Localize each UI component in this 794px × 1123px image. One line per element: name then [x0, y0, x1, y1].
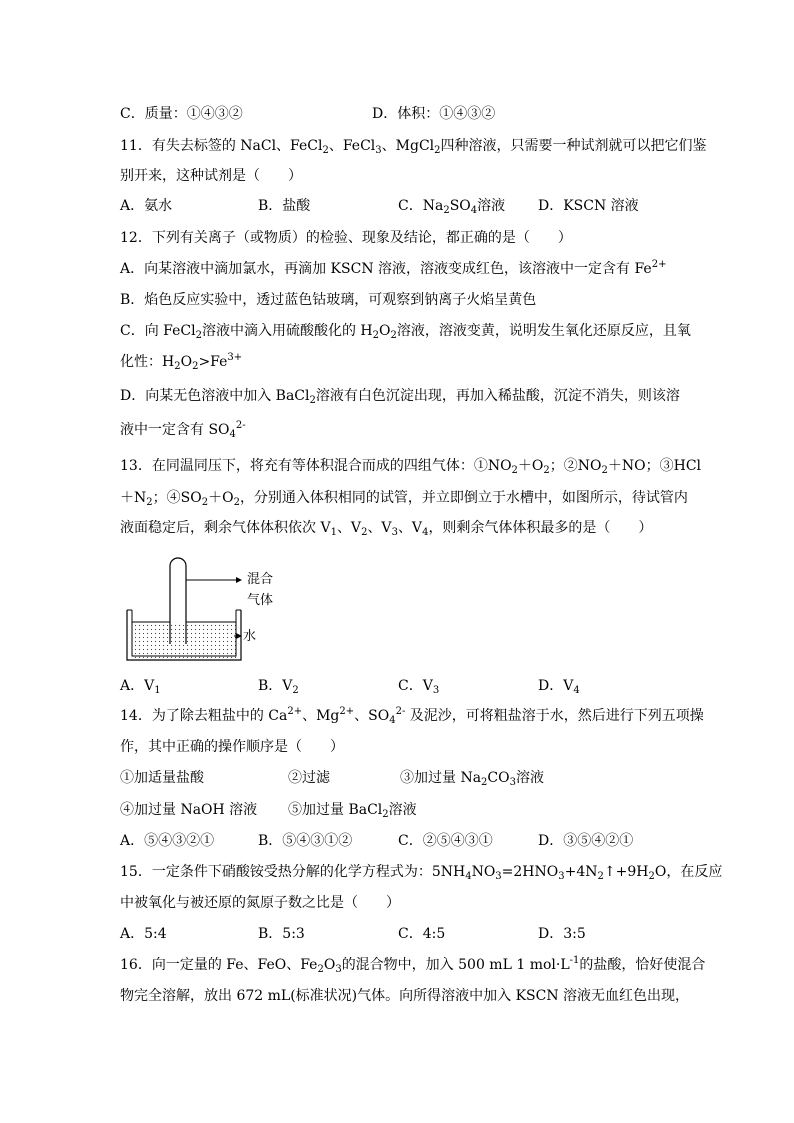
q14-option-d: D．③⑤④②①: [538, 833, 634, 849]
q12-option-c-line2: 化性：$H_2O_2>Fe^{3+}$: [120, 352, 243, 372]
q16-stem-line1: 16．向一定量的 Fe、FeO、$Fe_2O_3$的混合物中，加入 500 mL 1 $mol\cdot L^{-1}$的盐酸，恰好使混合: [120, 955, 706, 975]
q12-option-d-line1: D．向某无色溶液中加入 BaCl$_2$溶液有白色沉淀出现，再加入稀盐酸，沉淀不消失，则该溶: [120, 388, 680, 406]
q15-option-c: C．4:5: [398, 926, 446, 942]
q14-step-2: ②过滤: [288, 770, 330, 786]
q11-stem-line2: 别开来，这种试剂是（ ）: [120, 168, 302, 184]
q11-stem-line1: 11．有失去标签的 NaCl、FeCl$_2$、FeCl$_3$、MgCl$_2$四种溶液，只需要一种试剂就可以把它们鉴: [120, 138, 707, 156]
q14-option-b: B．⑤④③①②: [258, 833, 353, 849]
q14-stem-line2: 作，其中正确的操作顺序是（ ）: [120, 739, 344, 755]
q13-stem-line1: 13．在同温同压下，将充有等体积混合而成的四组气体：$①NO_2+O_2$；$②NO_2+NO$；③HCl: [120, 458, 702, 476]
q14-option-a: A．⑤④③②①: [120, 833, 215, 849]
q15-option-b: B．5:3: [258, 926, 305, 942]
q15-option-d: D．3:5: [538, 926, 586, 942]
q13-stem-line2: $+N_2$；$④SO_2+O_2$，分别通入体积相同的试管，并立即倒立于水槽中，如图所示，待试管内: [120, 490, 688, 508]
q15-stem-line1: 15．一定条件下硝酸铵受热分解的化学方程式为：$5NH_4NO_3=2HNO_3+4N_2↑+9H_2O$，在反应: [120, 864, 723, 882]
q13-option-a: A．$V_1$: [120, 678, 161, 696]
label-mixed-gas-2: 气体: [247, 593, 274, 608]
label-water: 水: [243, 629, 257, 644]
q11-option-d: D．KSCN 溶液: [538, 198, 639, 214]
q12-option-a: A．向某溶液中滴加氯水，再滴加 KSCN 溶液，溶液变成红色，该溶液中一定含有 $Fe^{2+}$: [120, 259, 667, 277]
q10-option-d: D．体积：①④③②: [372, 106, 496, 122]
q12-option-b: B．焰色反应实验中，透过蓝色钴玻璃，可观察到钠离子火焰呈黄色: [120, 292, 537, 308]
q10-option-c: C．质量：①④③②: [120, 106, 243, 122]
q14-step-3: ③加过量 $Na_2CO_3$溶液: [400, 770, 544, 788]
q11-option-a: A．氨水: [120, 198, 173, 214]
q13-option-d: D．$V_4$: [538, 678, 580, 696]
q11-option-b: B．盐酸: [258, 198, 311, 214]
q12-option-c-line1: C．向 FeCl$_2$溶液中滴入用硫酸酸化的 $H_2O_2$溶液，溶液变黄，说明发生氧化还原反应，且氧: [120, 323, 691, 341]
q14-option-c: C．②⑤④③①: [398, 833, 493, 849]
q12-option-d-line2: 液中一定含有 $SO_4^{2-}$: [120, 420, 246, 440]
q11-option-c: C．$Na_2SO_4$溶液: [398, 198, 506, 216]
q13-stem-line3: 液面稳定后，剩余气体体积依次 $V_1$、$V_2$、$V_3$、$V_4$，则剩余气体体积最多的是（ ）: [120, 520, 653, 538]
q14-step-4: ④加过量 NaOH 溶液: [120, 802, 258, 818]
q16-stem-line2: 物完全溶解，放出 672 mL(标准状况)气体。向所得溶液中加入 KSCN 溶液无血红色出现，: [120, 988, 690, 1004]
q15-option-a: A．5:4: [120, 926, 167, 942]
q14-step-1: ①加适量盐酸: [120, 770, 204, 786]
q14-stem-line1: 14．为了除去粗盐中的 $Ca^{2+}$、$Mg^{2+}$、$SO_4^{2-}$ 及泥沙，可将粗盐溶于水，然后进行下列五项操: [120, 706, 704, 726]
q13-option-b: B．$V_2$: [258, 678, 299, 696]
q12-stem: 12．下列有关离子（或物质）的检验、现象及结论，都正确的是（ ）: [120, 230, 572, 246]
q13-option-c: C．$V_3$: [398, 678, 440, 696]
q14-step-5: ⑤加过量 BaCl$_2$溶液: [288, 802, 417, 820]
label-mixed-gas-1: 混合: [247, 572, 274, 587]
q15-stem-line2: 中被氧化与被还原的氮原子数之比是（ ）: [120, 895, 400, 911]
